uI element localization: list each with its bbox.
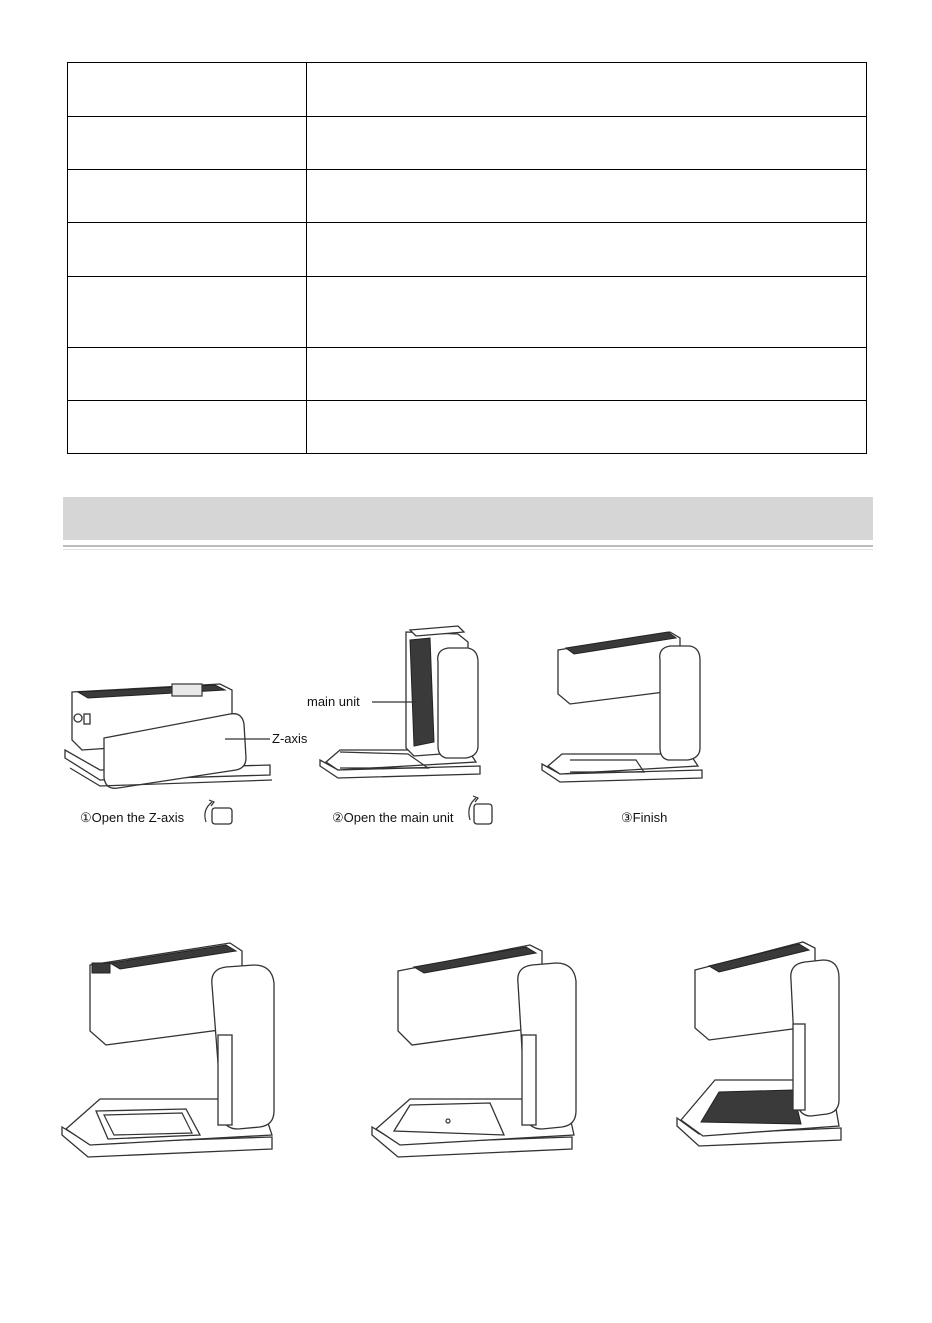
spec-value [307,401,867,454]
spec-row [68,401,867,454]
device-finished-illustration [540,620,705,785]
spec-value [307,223,867,277]
step2-label: ②Open the main unit [332,810,454,825]
spec-label [68,223,307,277]
spec-label [68,401,307,454]
spec-row [68,117,867,170]
spec-row [68,348,867,401]
device-with-frame-illustration [60,935,280,1165]
device-with-plate-illustration [370,935,580,1165]
spec-label [68,277,307,348]
spec-label [68,117,307,170]
label-main-unit: main unit [307,694,360,709]
section-divider-thin [63,549,873,550]
spec-value [307,170,867,223]
step3-label: ③Finish [621,810,668,825]
spec-row [68,277,867,348]
spec-row [68,223,867,277]
spec-label [68,170,307,223]
step1-label: ①Open the Z-axis [80,810,185,825]
section-header-bar [63,497,873,540]
device-closed-illustration [60,640,308,790]
z-axis-pointer [225,737,270,741]
spec-value [307,348,867,401]
spec-table [67,62,867,454]
section-divider [63,545,873,547]
device-with-honeycomb-illustration [675,930,845,1165]
rotate-icon [200,796,236,826]
spec-value [307,63,867,117]
main-unit-pointer [372,700,416,704]
spec-label [68,63,307,117]
label-z-axis: Z-axis [272,731,308,746]
spec-row [68,170,867,223]
rotate-icon [462,792,496,826]
spec-row [68,63,867,117]
spec-value [307,117,867,170]
spec-value [307,277,867,348]
spec-label [68,348,307,401]
